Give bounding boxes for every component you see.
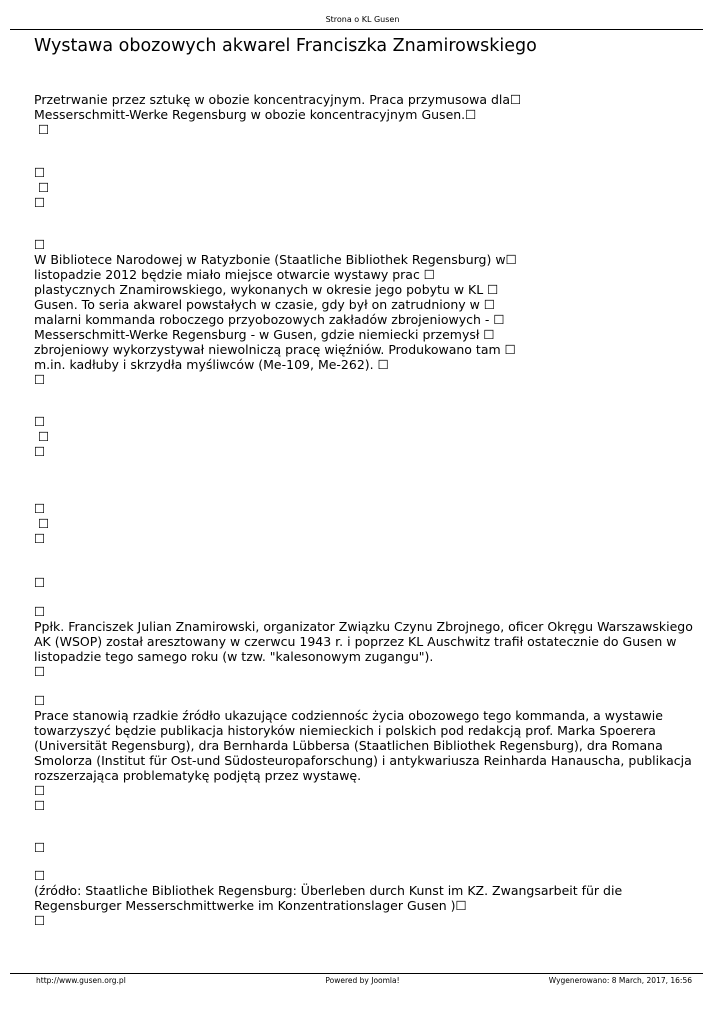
header-divider: [10, 29, 703, 30]
footer-generated-date: Wygenerowano: 8 March, 2017, 16:56: [548, 976, 692, 985]
article-paragraph-exhibition: ☐ W Bibliotece Narodowej w Ratyzbonie (Staatliche Bibliothek Regensburg) w☐ listopadzie 2012 będzie miało miejsce otwarcie wystawy prac ☐ plastycznych Znamirowskiego, wykonanych w okresie jego pobytu w KL ☐ Gusen. To seria akwarel powstałych w czasie, gdy był on zatrudniony w ☐ malarni kommanda roboczego przyobozowych zakładów zbrojeniowych - ☐ Messerschmitt-Werke Regensburg - w Gusen, gdzie niemiecki przemysł ☐ zbrojeniowy wykorzystywał niewolniczą pracę więźniów. Produkowano tam ☐ m.in. kadłuby i skrzydła myśliwców (Me-109, Me-262). ☐ ☐: [34, 237, 517, 387]
article-paragraph-publication: ☐ Prace stanowią rzadkie źródło ukazujące codziennośc życia obozowego tego kommanda, a wystawie towarzyszyć będzie publikacja historyków niemieckich i polskich pod redakcją prof. Marka Spoerera (Universität Regensburg), dra Bernharda Lübbersa (Staatlichen Bibliothek Regensburg), dra Romana Smolorza (Institut für Ost-und Südosteuropaforschung) i antykwariusza Reinharda Hanauscha, publikacja rozszerzająca problematykę podjętą przez wystawę. ☐ ☐: [34, 693, 692, 813]
article-placeholder: ☐: [34, 840, 46, 855]
footer-powered-by: Powered by Joomla!: [325, 976, 400, 985]
article-paragraph-intro: Przetrwanie przez sztukę w obozie koncentracyjnym. Praca przymusowa dla☐ Messerschmitt-Werke Regensburg w obozie koncentracyjnym Gusen.☐ ☐: [34, 92, 522, 137]
article-placeholder-group: ☐ ☐ ☐: [34, 165, 50, 210]
article-paragraph-biography: ☐ Ppłk. Franciszek Julian Znamirowski, organizator Związku Czynu Zbrojnego, oficer Okręgu Warszawskiego AK (WSOP) został aresztowany w czerwcu 1943 r. i poprzez KL Auschwitz trafił ostatecznie do Gusen w listopadzie tego samego roku (w tzw. "kalesonowym zugangu"). ☐: [34, 604, 693, 679]
article-paragraph-source: ☐ (źródło: Staatliche Bibliothek Regensburg: Überleben durch Kunst im KZ. Zwangsarbeit für die Regensburger Messerschmittwerke im Konzentrationslager Gusen )☐ ☐: [34, 868, 623, 928]
page-header-title: Strona o KL Gusen: [325, 15, 400, 24]
article-placeholder-group: ☐ ☐ ☐: [34, 501, 50, 546]
footer-url-link[interactable]: http://www.gusen.org.pl: [36, 976, 126, 985]
article-title: Wystawa obozowych akwarel Franciszka Znamirowskiego: [34, 36, 537, 56]
footer-divider: [10, 973, 703, 974]
article-placeholder-group: ☐ ☐ ☐: [34, 414, 50, 459]
article-placeholder: ☐: [34, 575, 46, 590]
